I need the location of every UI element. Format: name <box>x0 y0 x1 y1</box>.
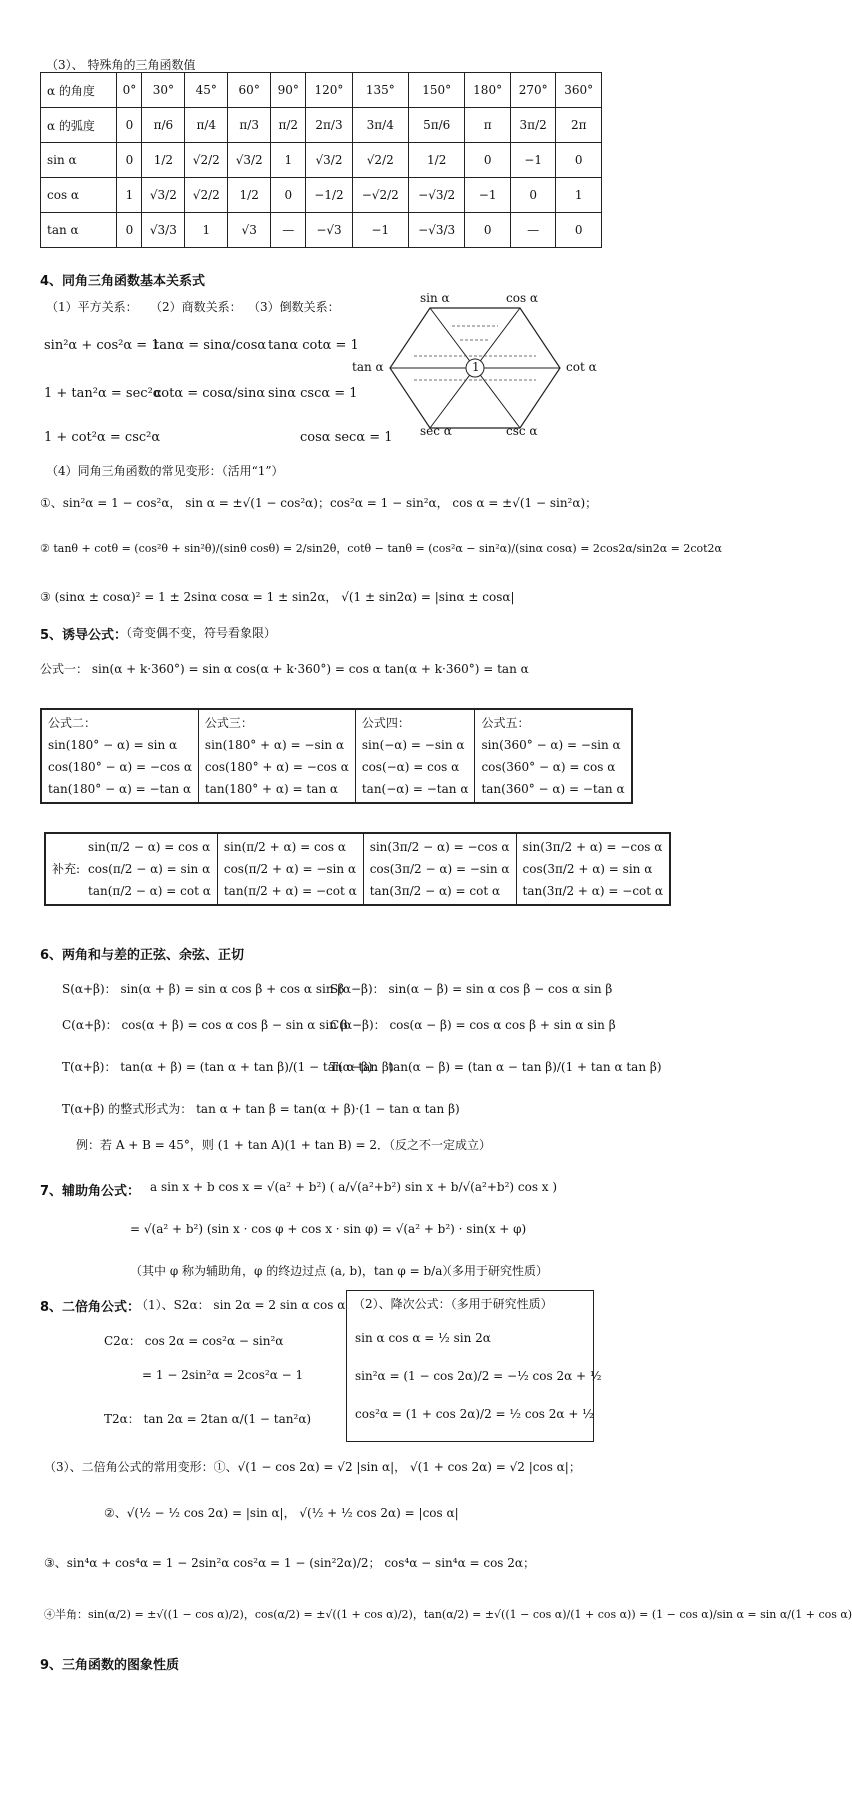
formula-line: tan(360° − α) = −tan α <box>481 782 625 796</box>
formula-line: cos(π/2 − α) = sin α <box>88 862 211 876</box>
formula-line: tan(3π/2 + α) = −cot α <box>522 884 664 898</box>
power-reduction-formula-1: sin α cos α = ½ sin 2α <box>355 1331 491 1345</box>
table-cell: 360° <box>556 73 602 108</box>
formula-line: sin(−α) = −sin α <box>361 738 465 752</box>
table-cell: 0 <box>465 213 511 248</box>
table-cell: 270° <box>510 73 556 108</box>
table-cell: 0° <box>117 73 142 108</box>
table-row <box>41 108 602 143</box>
formula-line: sin(π/2 + α) = cos α <box>223 840 346 854</box>
formula-head: 公式四： <box>361 716 410 730</box>
table-cell: 45° <box>185 73 228 108</box>
table-cell: 0 <box>465 143 511 178</box>
double-sin-formula: （1）、S2α： sin 2α = 2 sin α cos α <box>136 1298 346 1312</box>
variant-heading: （4）同角三角函数的常见变形：（活用“1”） <box>46 464 284 478</box>
table-cell: 1/2 <box>228 178 271 213</box>
table-cell: 180° <box>465 73 511 108</box>
table-cell: √2/2 <box>352 143 408 178</box>
table-cell <box>475 709 632 803</box>
double-angle-variant-2: ②、√(½ − ½ cos 2α) = |sin α|， √(½ + ½ cos 2α) = |cos α| <box>104 1506 459 1520</box>
section8-title: 8、二倍角公式： <box>40 1300 141 1315</box>
section7-title: 7、辅助角公式： <box>40 1184 141 1199</box>
table-cell: 30° <box>142 73 185 108</box>
hex-cot-label: cot α <box>566 360 597 374</box>
half-angle-formulas: ④半角：sin(α/2) = ±√((1 − cos α)/2)，cos(α/2) = ±√((1 + cos α)/2)，tan(α/2) = ±√((1 − cos α)/(1 + cos α)) = (1 − cos α)/sin α = sin α/(1 + cos α) <box>44 1608 852 1621</box>
formula-line: sin(360° − α) = −sin α <box>481 738 621 752</box>
supplementary-table <box>44 832 671 906</box>
table-cell: 1/2 <box>142 143 185 178</box>
square-formula-3: 1 + cot²α = csc²α <box>44 430 161 445</box>
formula-one: 公式一： sin(α + k·360°) = sin α cos(α + k·360°) = cos α tan(α + k·360°) = tan α <box>40 662 529 676</box>
table-cell: sin α <box>41 143 117 178</box>
formula-line: sin(180° − α) = sin α <box>48 738 178 752</box>
power-reduction-formula-2: sin²α = (1 − cos 2α)/2 = −½ cos 2α + ½ <box>355 1369 602 1383</box>
table-row <box>45 833 670 905</box>
supplement-label: 补充: <box>52 862 81 876</box>
table-cell: 1/2 <box>408 143 464 178</box>
formula-line: tan(π/2 + α) = −cot α <box>223 884 357 898</box>
table-cell: 2π/3 <box>306 108 352 143</box>
table-cell: −√2/2 <box>352 178 408 213</box>
power-reduction-title: （2）、降次公式：（多用于研究性质） <box>353 1297 553 1311</box>
table-cell: 0 <box>510 178 556 213</box>
table-cell: √3/3 <box>142 213 185 248</box>
table-row <box>41 73 602 108</box>
table-cell: √2/2 <box>185 178 228 213</box>
formula-line: cos(3π/2 − α) = −sin α <box>369 862 510 876</box>
table-cell: 3π/2 <box>510 108 556 143</box>
formula-line: tan(180° − α) = −tan α <box>48 782 192 796</box>
table-cell: √3 <box>228 213 271 248</box>
table-cell: −1/2 <box>306 178 352 213</box>
sin-sum-formula: S(α+β)： sin(α + β) = sin α cos β + cos α sin β <box>62 982 345 996</box>
formula-head: 公式二： <box>48 716 97 730</box>
table-cell: −√3/2 <box>408 178 464 213</box>
hex-cos-label: cos α <box>506 291 539 305</box>
aux-formula-2: = √(a² + b²) (sin x · cos φ + cos x · sin φ) = √(a² + b²) · sin(x + φ) <box>130 1222 527 1236</box>
double-angle-variant-3: ③、sin⁴α + cos⁴α = 1 − 2sin²α cos²α = 1 − (sin²2α)/2； cos⁴α − sin⁴α = cos 2α； <box>44 1556 536 1570</box>
table-row <box>41 178 602 213</box>
table-cell: cos α <box>41 178 117 213</box>
table-cell: 150° <box>408 73 464 108</box>
hex-sin-label: sin α <box>420 291 450 305</box>
hex-center-label: 1 <box>472 360 480 374</box>
table-cell: — <box>510 213 556 248</box>
formula-line: cos(π/2 + α) = −sin α <box>223 862 357 876</box>
table-cell: 90° <box>271 73 306 108</box>
formula-line: cos(180° − α) = −cos α <box>48 760 192 774</box>
table-cell <box>516 833 670 905</box>
table-row <box>41 143 602 178</box>
formula-line: tan(180° + α) = tan α <box>204 782 338 796</box>
aux-formula-1: a sin x + b cos x = √(a² + b²) ( a/√(a²+b²) sin x + b/√(a²+b²) cos x ) <box>150 1180 558 1194</box>
table-cell: −1 <box>510 143 556 178</box>
table-cell: π/6 <box>142 108 185 143</box>
formula-line: sin(180° + α) = −sin α <box>204 738 345 752</box>
section5-note: （奇变偶不变，符号看象限） <box>120 626 277 640</box>
table-cell: 1 <box>117 178 142 213</box>
table-cell: 0 <box>117 213 142 248</box>
table-cell: −1 <box>465 178 511 213</box>
table-cell: α 的弧度 <box>41 108 117 143</box>
tan-diff-formula: T(α−β)： tan(α − β) = (tan α − tan β)/(1 + tan α tan β) <box>330 1060 662 1074</box>
table-cell: −1 <box>352 213 408 248</box>
special-angle-table <box>40 72 602 248</box>
formula-line: tan(−α) = −tan α <box>361 782 469 796</box>
cos-diff-formula: C(α−β)： cos(α − β) = cos α cos β + sin α sin β <box>330 1018 616 1032</box>
variant-formula-2: ② tanθ + cotθ = (cos²θ + sin²θ)/(sinθ cosθ) = 2/sin2θ，cotθ − tanθ = (cos²α − sin²α)/(sinα cosα) = 2cos2α/sin2α = 2cot2α <box>40 542 722 555</box>
table-cell <box>41 709 198 803</box>
square-formula-2: 1 + tan²α = sec²α <box>44 386 162 401</box>
hex-tan-label: tan α <box>352 360 384 374</box>
formula-head: 公式三： <box>204 716 253 730</box>
section6-title: 6、两角和与差的正弦、余弦、正切 <box>40 948 245 963</box>
table-cell: √3/2 <box>142 178 185 213</box>
section9-title: 9、三角函数的图象性质 <box>40 1658 180 1673</box>
formula-line: cos(360° − α) = cos α <box>481 760 616 774</box>
reciprocal-formula-2: sinα cscα = 1 <box>268 386 358 401</box>
formula-line: tan(π/2 − α) = cot α <box>88 884 211 898</box>
table-cell <box>198 709 355 803</box>
formula-head: 公式五： <box>481 716 530 730</box>
table-cell: 2π <box>556 108 602 143</box>
double-angle-variant-1: （3）、二倍角公式的常用变形：①、√(1 − cos 2α) = √2 |sin α|， √(1 + cos 2α) = √2 |cos α|； <box>44 1460 581 1474</box>
square-formula-1: sin²α + cos²α = 1 <box>44 338 160 353</box>
table-cell: α 的角度 <box>41 73 117 108</box>
tan-example: 例：若 A + B = 45°，则 (1 + tan A)(1 + tan B) = 2．（反之不一定成立） <box>76 1138 491 1152</box>
table-cell <box>355 709 475 803</box>
square-relation-label: （1）平方关系： <box>46 300 138 314</box>
table-cell: √2/2 <box>185 143 228 178</box>
induction-formulas-table <box>40 708 633 804</box>
table-cell: π/3 <box>228 108 271 143</box>
table-row <box>41 709 632 803</box>
reciprocal-formula-1: tanα cotα = 1 <box>268 338 359 353</box>
aux-note-2: （多用于研究性质） <box>440 1264 549 1278</box>
table-cell: 0 <box>556 143 602 178</box>
tan-sum-formula: T(α+β)： tan(α + β) = (tan α + tan β)/(1 − tan α tan β) <box>62 1060 394 1074</box>
power-reduction-box <box>346 1290 602 1442</box>
table-cell: √3/2 <box>228 143 271 178</box>
formula-line: cos(180° + α) = −cos α <box>204 760 349 774</box>
tan-integral-form: T(α+β) 的整式形式为： tan α + tan β = tan(α + β)·(1 − tan α tan β) <box>62 1102 460 1116</box>
formula-line: sin(3π/2 − α) = −cos α <box>369 840 510 854</box>
table-cell <box>217 833 363 905</box>
table-cell: 1 <box>556 178 602 213</box>
cos-sum-formula: C(α+β)： cos(α + β) = cos α cos β − sin α sin β <box>62 1018 348 1032</box>
table-row <box>41 213 602 248</box>
hex-csc-label: csc α <box>506 424 538 438</box>
table-cell: √3/2 <box>306 143 352 178</box>
table-cell: tan α <box>41 213 117 248</box>
hex-sec-label: sec α <box>420 424 452 438</box>
table-cell: 1 <box>185 213 228 248</box>
variant-formula-3: ③ (sinα ± cosα)² = 1 ± 2sinα cosα = 1 ± sin2α， √(1 ± sin2α) = |sinα ± cosα| <box>40 590 515 604</box>
formula-line: tan(3π/2 − α) = cot α <box>369 884 501 898</box>
section5-title: 5、诱导公式： <box>40 628 128 643</box>
table-cell: 60° <box>228 73 271 108</box>
table-cell: 0 <box>271 178 306 213</box>
table-cell: 1 <box>271 143 306 178</box>
reciprocal-relation-label: （3）倒数关系： <box>248 300 340 314</box>
table-cell: −√3 <box>306 213 352 248</box>
formula-line: sin(π/2 − α) = cos α <box>88 840 211 854</box>
table-cell: — <box>271 213 306 248</box>
double-cos-variant: = 1 − 2sin²α = 2cos²α − 1 <box>142 1368 304 1382</box>
table-cell: π/4 <box>185 108 228 143</box>
reciprocal-formula-3: cosα secα = 1 <box>300 430 393 445</box>
formula-line: cos(−α) = cos α <box>361 760 460 774</box>
table-cell <box>363 833 516 905</box>
formula-line: sin(3π/2 + α) = −cos α <box>522 840 663 854</box>
table-cell: 5π/6 <box>408 108 464 143</box>
variant-formula-1: ①、sin²α = 1 − cos²α， sin α = ±√(1 − cos²α)；cos²α = 1 − sin²α， cos α = ±√(1 − sin²α)； <box>40 496 598 510</box>
aux-note: （其中 φ 称为辅助角，φ 的终边过点 (a, b)，tan φ = b/a） <box>130 1264 455 1278</box>
quotient-relation-label: （2）商数关系： <box>150 300 242 314</box>
section4-title: 4、同角三角函数基本关系式 <box>40 274 206 289</box>
table-cell: −√3/3 <box>408 213 464 248</box>
quotient-formula-1: tanα = sinα/cosα <box>154 338 267 353</box>
table-cell <box>82 833 217 905</box>
section3-title: （3）、 特殊角的三角函数值 <box>46 58 196 72</box>
table-cell: 0 <box>556 213 602 248</box>
table-cell: 0 <box>117 143 142 178</box>
table-cell: 120° <box>306 73 352 108</box>
sin-diff-formula: S(α−β)： sin(α − β) = sin α cos β − cos α sin β <box>330 982 613 996</box>
quotient-formula-2: cotα = cosα/sinα <box>154 386 266 401</box>
table-cell: π/2 <box>271 108 306 143</box>
table-cell <box>45 833 82 905</box>
double-cos-formula: C2α： cos 2α = cos²α − sin²α <box>104 1334 284 1348</box>
formula-line: cos(3π/2 + α) = sin α <box>522 862 653 876</box>
table-cell: 0 <box>117 108 142 143</box>
table-cell: 3π/4 <box>352 108 408 143</box>
double-tan-formula: T2α： tan 2α = 2tan α/(1 − tan²α) <box>104 1412 312 1426</box>
table-cell: π <box>465 108 511 143</box>
table-cell: 135° <box>352 73 408 108</box>
power-reduction-formula-3: cos²α = (1 + cos 2α)/2 = ½ cos 2α + ½ <box>355 1407 594 1421</box>
